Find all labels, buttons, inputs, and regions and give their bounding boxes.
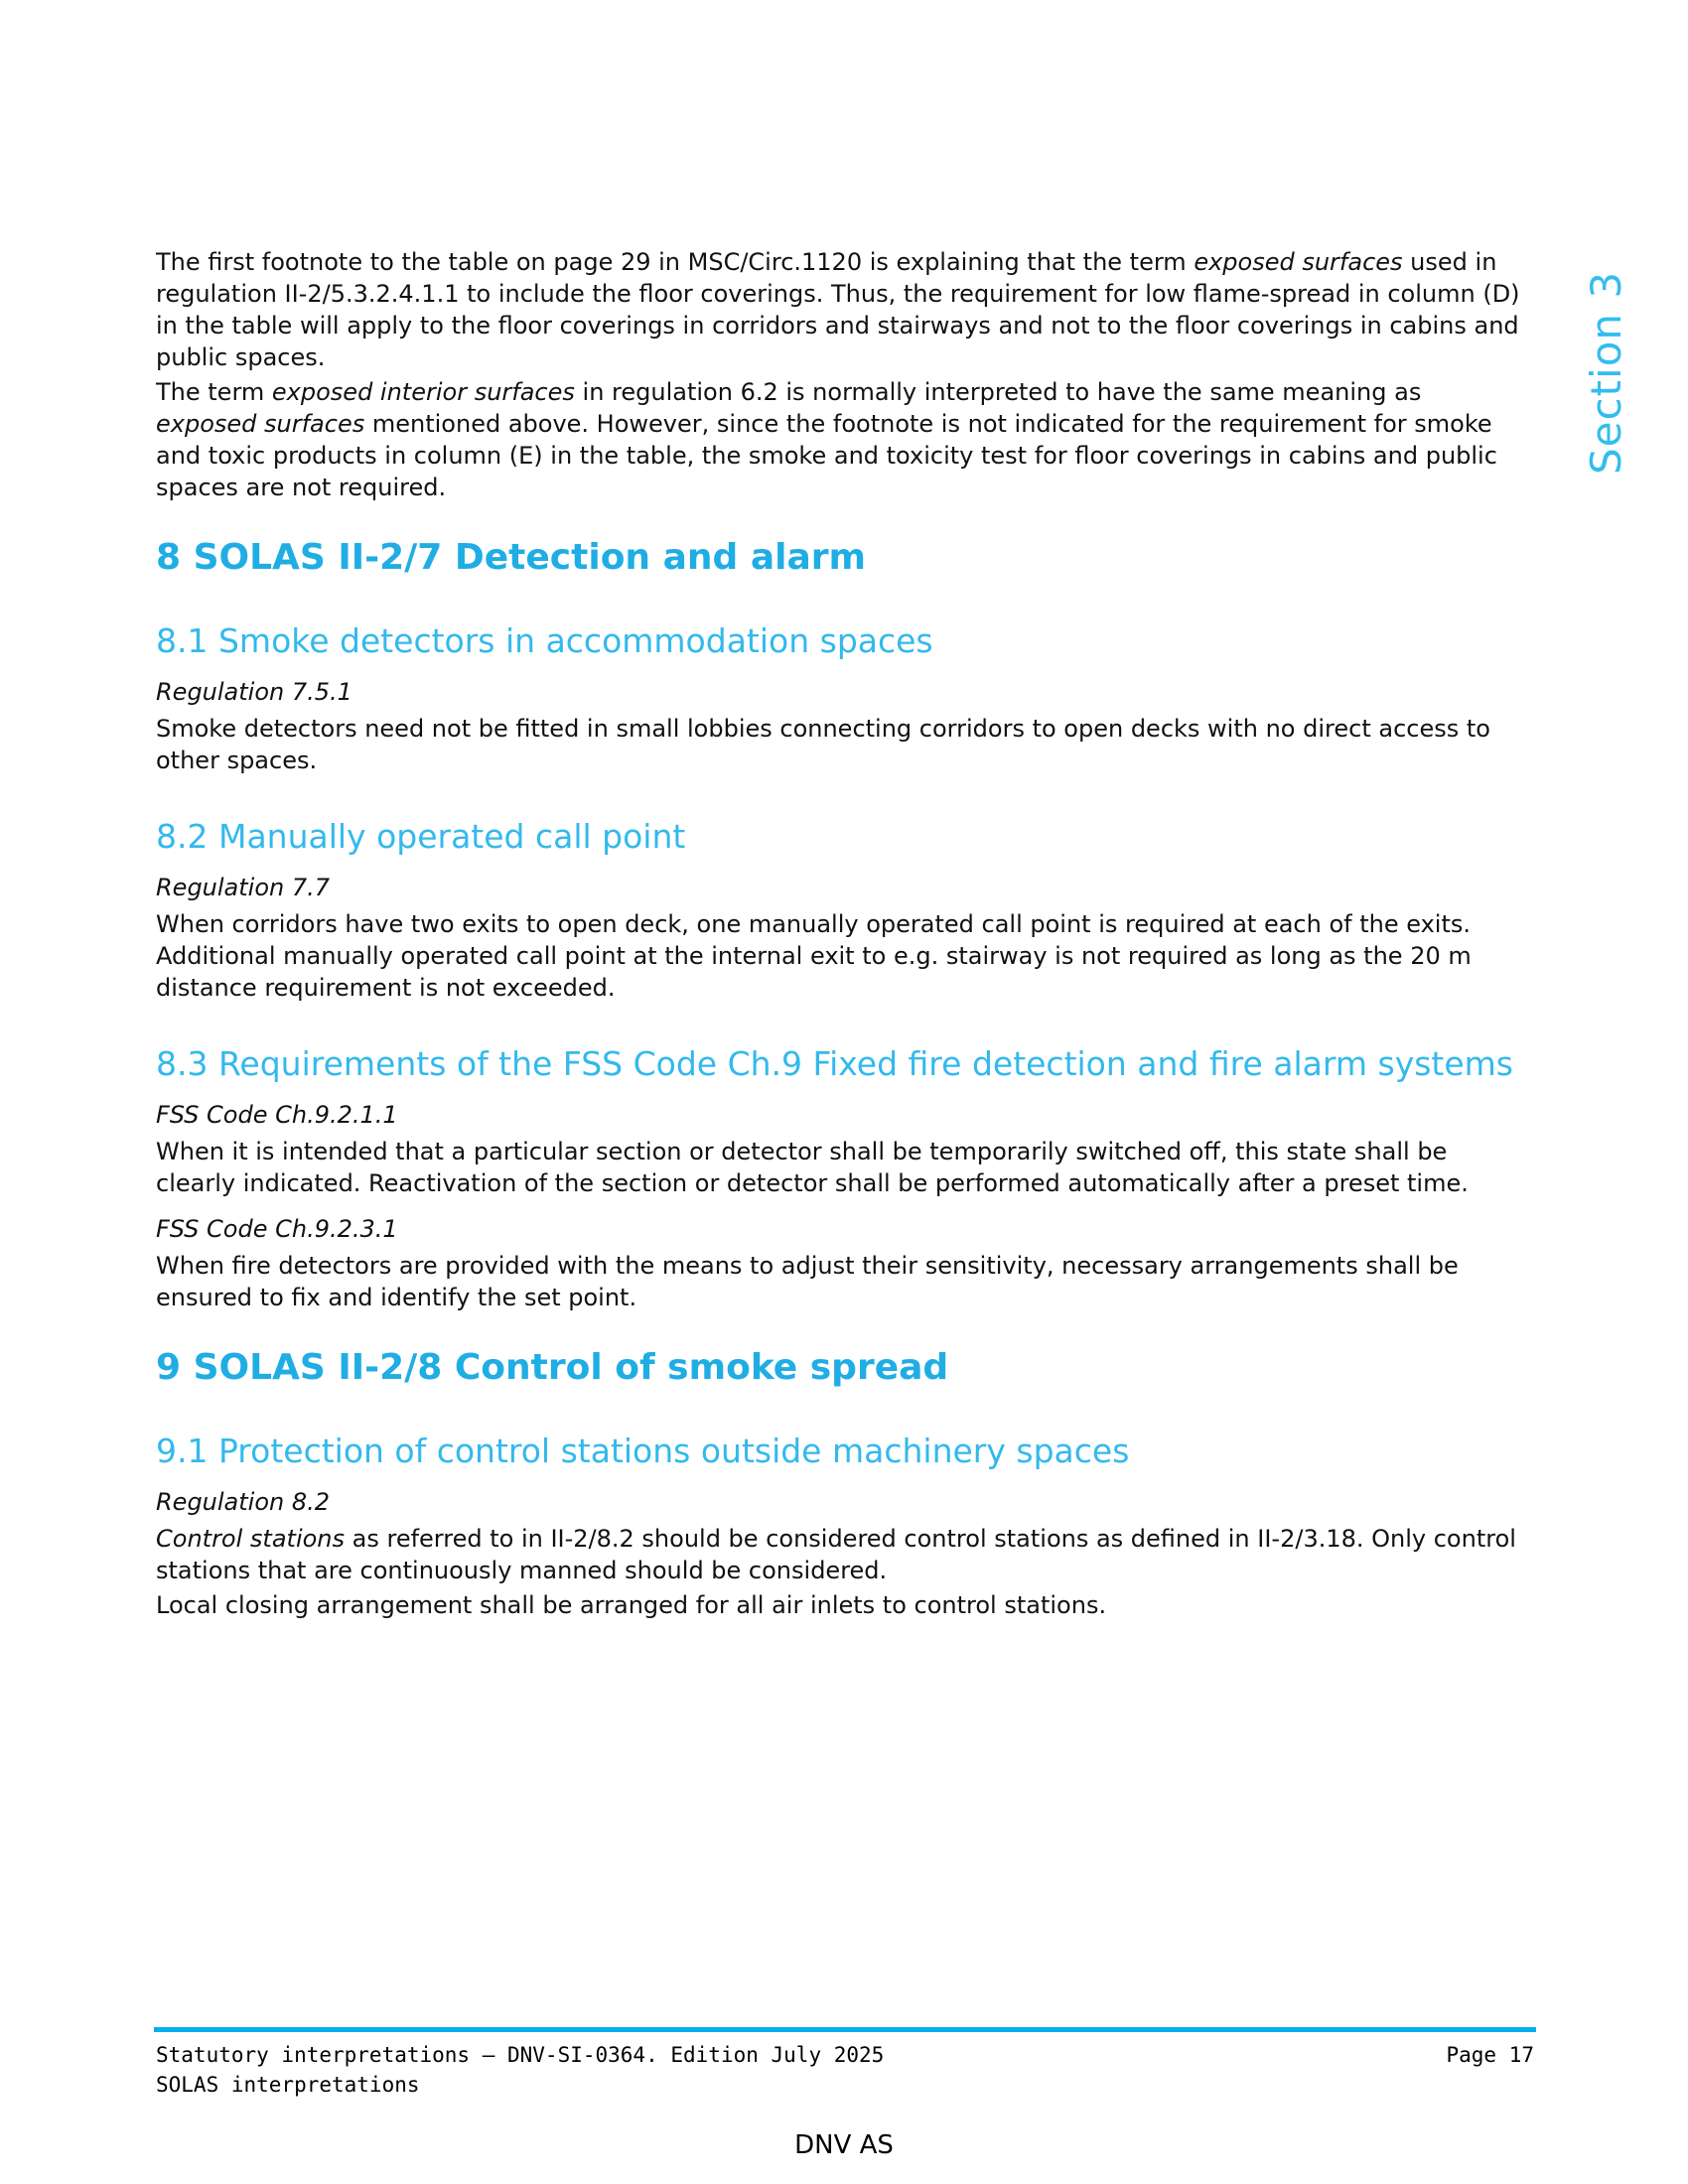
label-fss-code-ch-9-2-3-1: FSS Code Ch.9.2.3.1	[156, 1215, 398, 1243]
label-regulation-8-2: Regulation 8.2	[156, 1488, 331, 1516]
label-regulation-7-5-1: Regulation 7.5.1	[156, 678, 352, 706]
heading-8-solas-ii-2-7: 8 SOLAS II-2/7 Detection and alarm	[156, 537, 867, 578]
para-footnote-msc-circ-1120: The first footnote to the table on page 29 in MSC/Circ.1120 is explaining that the term exposed surfaces used in regulation II-2/5.3.2.4.1.1 to include the floor coverings. Thus, the requirement for low flame-spread in column (D) in the table will apply to the floor coverings in corridors and stairways and not to the floor coverings in cabins and public spaces.	[156, 248, 1520, 371]
label-fss-code-ch-9-2-1-1: FSS Code Ch.9.2.1.1	[156, 1101, 398, 1129]
para-local-closing-arrangement: Local closing arrangement shall be arranged for all air inlets to control stations.	[156, 1591, 1107, 1619]
document-body	[156, 0, 1526, 1624]
page-number: Page 17	[1446, 2043, 1534, 2067]
para-exposed-interior-surfaces: The term exposed interior surfaces in regulation 6.2 is normally interpreted to have the same meaning as exposed surfaces mentioned above. However, since the footnote is not indicated for the requirement for smoke and toxic products in column (E) in the table, the smoke and toxicity test for floor coverings in cabins and public spaces are not required.	[156, 378, 1497, 501]
heading-8-3-fss-code-requirements: 8.3 Requirements of the FSS Code Ch.9 Fixed fire detection and fire alarm systems	[156, 1044, 1514, 1083]
heading-8-1-smoke-detectors: 8.1 Smoke detectors in accommodation spaces	[156, 621, 933, 660]
label-regulation-7-7: Regulation 7.7	[156, 874, 331, 901]
publisher-name: DNV AS	[794, 2130, 894, 2160]
heading-9-1-protection-control-stations: 9.1 Protection of control stations outside machinery spaces	[156, 1432, 1130, 1470]
heading-8-2-manually-operated-call-point: 8.2 Manually operated call point	[156, 817, 686, 856]
heading-9-solas-ii-2-8: 9 SOLAS II-2/8 Control of smoke spread	[156, 1347, 949, 1388]
footer-document-id: Statutory interpretations — DNV-SI-0364. Edition July 2025	[156, 2043, 885, 2067]
para-control-stations-definition: Control stations as referred to in II-2/8.2 should be considered control stations as defined in II-2/3.18. Only control stations that are continuously manned should be considered.	[156, 1525, 1516, 1584]
para-fire-detectors-sensitivity: When fire detectors are provided with the means to adjust their sensitivity, necessary arrangements shall be ensured to fix and identify the set point.	[156, 1252, 1459, 1311]
para-corridors-two-exits: When corridors have two exits to open deck, one manually operated call point is required at each of the exits. Additional manually operated call point at the internal exit to e.g. stairway is not required as long as the 20 m distance requirement is not exceeded.	[156, 910, 1472, 1002]
section-tab-label: Section 3	[1582, 270, 1630, 475]
para-section-detector-switched-off: When it is intended that a particular section or detector shall be temporarily switched off, this state shall be clearly indicated. Reactivation of the section or detector shall be performed automatically after a preset time.	[156, 1138, 1469, 1197]
para-smoke-detectors-lobbies: Smoke detectors need not be fitted in small lobbies connecting corridors to open decks with no direct access to other spaces.	[156, 715, 1490, 774]
footer-rule	[154, 2027, 1536, 2032]
footer-document-subtitle: SOLAS interpretations	[156, 2073, 420, 2097]
